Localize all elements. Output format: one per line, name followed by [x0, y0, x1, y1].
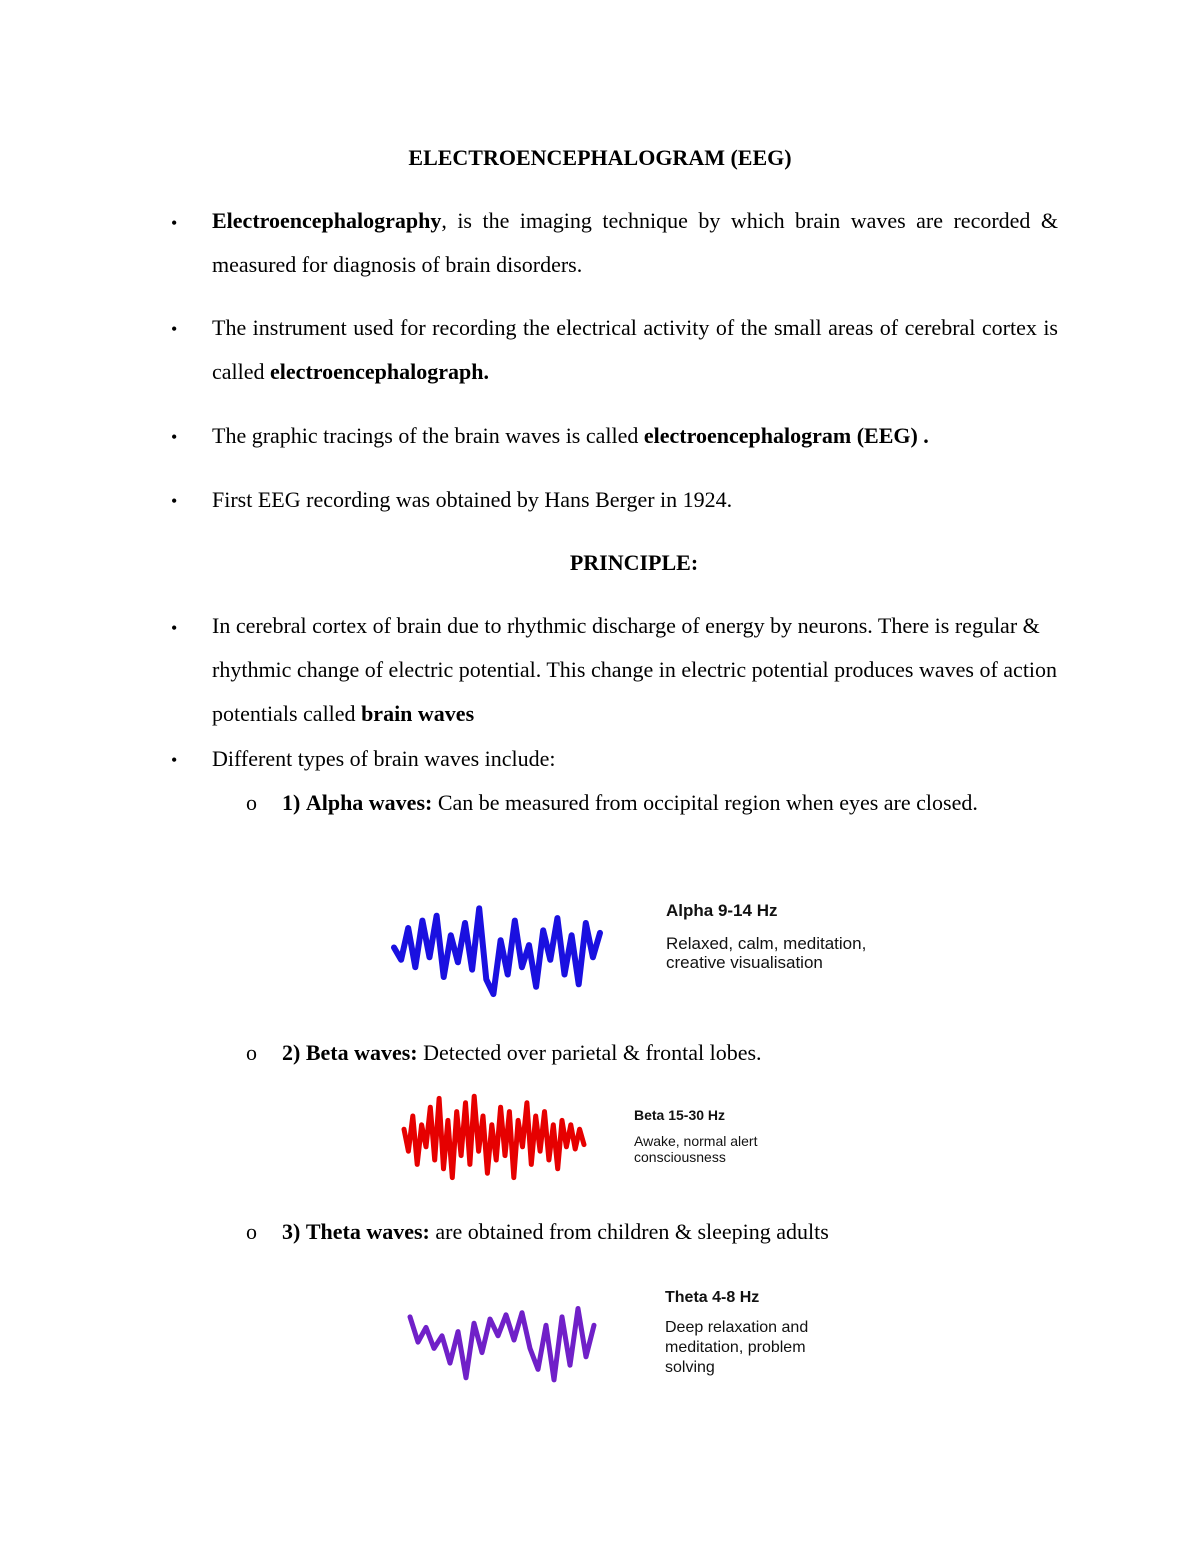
wave-item-theta [282, 1210, 1058, 1254]
alpha-wave-label-line: Relaxed, calm, meditation, [666, 934, 867, 953]
beta-wave-figure [396, 1086, 592, 1190]
beta-wave-line [404, 1096, 584, 1177]
wave-name: Alpha waves: [305, 790, 433, 815]
sub-bullet-glyph: o [246, 1040, 257, 1065]
alpha-wave-label-title: Alpha 9-14 Hz [666, 901, 778, 920]
sub-bullet-glyph: o [246, 1219, 257, 1244]
alpha-wave-label [666, 900, 866, 972]
theta-wave-label-line: meditation, problem [665, 1339, 806, 1356]
principle-paragraph-1 [212, 604, 1058, 736]
paragraph-text: The instrument used for recording the electrical activity of the small areas of cerebral cortex is called [212, 315, 1058, 384]
theta-wave-label-line: solving [665, 1359, 715, 1376]
intro-paragraph-4 [212, 478, 1058, 522]
bullet-glyph: • [171, 618, 178, 638]
alpha-wave-label-line: creative visualisation [666, 953, 823, 972]
bullet-glyph: • [171, 491, 178, 511]
page-title: ELECTROENCEPHALOGRAM (EEG) [408, 145, 792, 170]
beta-wave-label [634, 1106, 757, 1165]
theta-wave-trace [402, 1290, 602, 1390]
alpha-wave-figure [386, 893, 608, 1007]
beta-wave-trace [396, 1086, 592, 1190]
paragraph-text: In cerebral cortex of brain due to rhythmic discharge of energy by neurons. There is regular & rhythmic change of electric potential. This change in electric potential produces waves of action potentials called [212, 613, 1058, 726]
paragraph-text: The graphic tracings of the brain waves is called [212, 423, 644, 448]
bullet-glyph: • [171, 319, 178, 339]
wave-description: Detected over parietal & frontal lobes. [417, 1040, 762, 1065]
paragraph-text: First EEG recording was obtained by Hans Berger in 1924. [212, 487, 733, 512]
bullet-glyph: • [171, 213, 178, 233]
paragraph-text: Different types of brain waves include: [212, 746, 556, 771]
wave-name: Theta waves: [305, 1219, 430, 1244]
bold-term: Electroencephalography [212, 208, 442, 233]
wave-item-alpha [282, 781, 1058, 825]
bold-term: electroencephalogram (EEG) . [643, 423, 929, 448]
sub-bullet-glyph: o [246, 790, 257, 815]
theta-wave-label-title: Theta 4-8 Hz [665, 1289, 760, 1306]
principle-paragraph-2 [212, 737, 1058, 781]
bold-term: brain waves [361, 701, 475, 726]
wave-number: 3) [282, 1219, 301, 1244]
wave-description: are obtained from children & sleeping adults [429, 1219, 829, 1244]
bullet-glyph: • [171, 427, 178, 447]
bullet-glyph: • [171, 750, 178, 770]
wave-number: 2) [282, 1040, 301, 1065]
wave-item-beta [282, 1031, 1058, 1075]
theta-wave-label [665, 1288, 808, 1378]
beta-wave-label-title: Beta 15-30 Hz [634, 1107, 726, 1123]
paragraph-text: , is the imaging technique by which brain waves are recorded & measured for diagnosis of brain disorders. [212, 208, 1058, 277]
beta-wave-label-line: Awake, normal alert [634, 1133, 758, 1149]
theta-wave-line [410, 1309, 594, 1380]
beta-wave-label-line: consciousness [634, 1149, 726, 1165]
theta-wave-label-line: Deep relaxation and [665, 1319, 809, 1336]
wave-number: 1) [282, 790, 301, 815]
theta-wave-figure [402, 1290, 602, 1390]
alpha-wave-trace [386, 893, 608, 1007]
intro-paragraph-2 [212, 306, 1058, 394]
wave-description: Can be measured from occipital region when eyes are closed. [432, 790, 978, 815]
intro-paragraph-3 [212, 414, 1058, 458]
alpha-wave-line [394, 908, 600, 994]
intro-paragraph-1 [212, 199, 1058, 287]
bold-term: electroencephalograph. [270, 359, 489, 384]
section-heading-principle: PRINCIPLE: [569, 550, 699, 575]
wave-name: Beta waves: [305, 1040, 418, 1065]
